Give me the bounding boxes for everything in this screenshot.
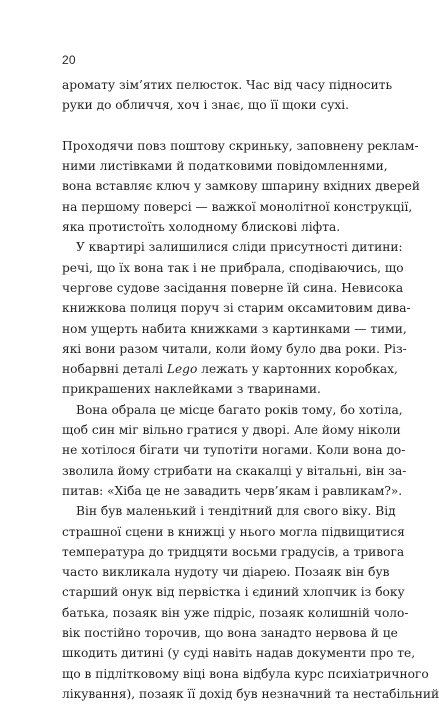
text-line: вік постійно торочив, що вона занадто нервова й це (62, 626, 398, 641)
text-line: прикрашених наклейками з тваринами. (62, 382, 321, 397)
text-line: температура до тридцяти восьми градусів, а тривога (62, 544, 405, 559)
text-line: зволила йому стрибати на скакалці у вітальні, він за- (62, 463, 407, 478)
text-line: на першому поверсі — важкої монолітної конструкції, (62, 199, 413, 214)
paragraph-4 (62, 400, 407, 501)
text-line: старший онук від первістка і єдиний хлопчик із боку (62, 585, 405, 600)
text-line: вона вставляє ключ у замкову шпарину вхідних дверей (62, 179, 421, 194)
text-line: чергове судове засідання поверне їй сина. Невисока (62, 280, 404, 295)
paragraph-gap (62, 116, 365, 136)
text-line: речі, що їх вона так і не прибрала, сподіваючись, що (62, 260, 404, 275)
text-line: ном ущерть набита книжками з картинками — тими, (62, 321, 407, 336)
text-line: руки до обличчя, хоч і знає, що її щоки сухі. (62, 98, 350, 113)
text-line: ними листівками й податковими повідомленнями, (62, 159, 388, 174)
text-line: часто викликала нудоту чи діарею. Позаяк він був (62, 565, 390, 580)
text-line: які вони разом читали, коли йому було два роки. Різ- (62, 341, 407, 356)
text-segment: лежать у картонних коробках, (197, 362, 398, 377)
paragraph-3 (62, 237, 411, 399)
body-text (62, 75, 439, 704)
paragraph-1 (62, 75, 393, 116)
text-line: що в підлітковому віці вона відбула курс психіатричного (62, 666, 429, 681)
text-line: питав: «Хіба це не завадить черв’якам і равликам?». (62, 483, 403, 498)
text-line: У квартирі залишилися сліди присутності дитини: (76, 240, 403, 255)
text-line: шкодить дитині (у суді навіть надав документи про те, (62, 646, 416, 661)
text-line: Проходячи повз поштову скриньку, заповнену реклам- (62, 138, 419, 153)
text-line: не хотілося бігати чи тупотіти ногами. Коли вона до- (62, 443, 406, 458)
text-line: книжкова полиця поруч зі старим оксамитовим дива- (62, 301, 411, 316)
paragraph-5 (62, 501, 439, 704)
text-line: страшної сцени в книжці у нього могла підвищитися (62, 524, 405, 539)
text-line: аромату зім’ятих пелюсток. Час від часу підносить (62, 78, 393, 92)
paragraph-2 (62, 136, 421, 237)
page-number: 20 (62, 53, 76, 67)
italic-word: Lego (166, 362, 198, 377)
text-line: лікування), позаяк її дохід був незначний та нестабільний (62, 686, 439, 701)
text-line: батька, позаяк він уже підріс, позаяк колишній чоло- (62, 605, 409, 620)
text-segment: нобарвні деталі (62, 362, 167, 377)
text-line-with-italic (62, 359, 398, 379)
text-line: яка протистоїть холодному блискові ліфта. (62, 220, 341, 235)
text-line: Він був маленький і тендітний для свого віку. Від (76, 504, 396, 519)
text-line: щоб син міг вільно гратися у дворі. Але йому ніколи (62, 423, 401, 438)
text-line: Вона обрала це місце багато років тому, бо хотіла, (76, 402, 403, 417)
